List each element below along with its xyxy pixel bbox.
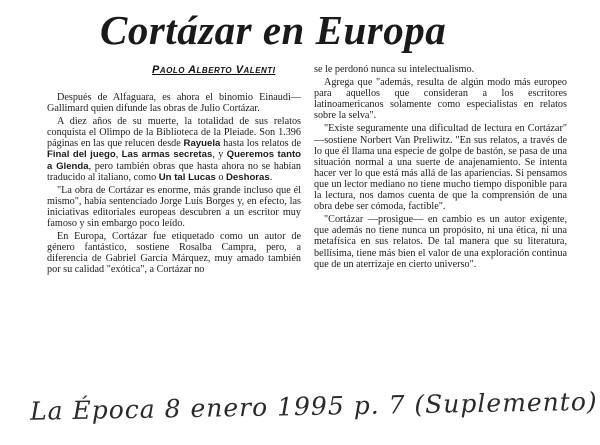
paragraph: Agrega que "además, resulta de algún modo más europeo para aquellos que consideran a los escritores latinoamericanos solamente como especialistas en relatos sobre la selva". bbox=[314, 77, 567, 122]
paragraph: "Existe seguramente una dificultad de lectura en Cortázar" —sostiene Norbert Van Preliwitz. "En sus relatos, a través de lo que él llama una especie de golpe de bastón, se pasa de una situación normal a una suerte de anajenamiento. Se intenta hacer ver lo que está más allá de las apariencias. Si pensamos que un lector mediano no tiene mucho tiempo disponible para la lectura, nos damos cuenta de que la comprensión de una obra debe ser cómoda, factible". bbox=[314, 123, 567, 213]
paragraph: En Europa, Cortázar fue etiquetado como un autor de género fantástico, sostiene Rosalba Campra, pero, a diferencia de Gabriel García Márquez, muy amado también por su calidad "exótica", a Cortázar no bbox=[47, 231, 301, 276]
paragraph-text: , bbox=[115, 149, 122, 161]
book-title: Deshoras bbox=[225, 171, 270, 183]
book-title: Queremos tanto a Glenda bbox=[47, 149, 301, 172]
paragraph-text: . bbox=[269, 171, 273, 183]
paragraph-text: o bbox=[215, 171, 226, 183]
paragraph-text: , pero también obras que hasta ahora no se habían traducido al italiano, como bbox=[47, 160, 302, 183]
paragraph-text: A diez años de su muerte, la totalidad de sus relatos conquista el Olimpo de la Biblioteca de la Pleiade. Son 1.396 páginas en las que relucen desde bbox=[47, 116, 301, 150]
paragraph: "Cortázar —prosigue— en cambio es un autor exigente, que además no tiene nunca un propósito, ni una ética, ni una metafísica en sus relatos. De tal manera que su literatura, bellísima, tiene más bien el valor de una exploración continua que de un aterrizaje en cierto universo". bbox=[314, 214, 567, 270]
article-byline: Paolo Alberto Valenti bbox=[152, 64, 276, 76]
paragraph-text: , y bbox=[212, 149, 227, 161]
article-title: Cortázar en Europa bbox=[100, 7, 447, 53]
paragraph-text: hasta los relatos de bbox=[220, 138, 302, 150]
handwritten-source-note: La Época 8 enero 1995 p. 7 (Suplemento) bbox=[29, 386, 598, 426]
article-column-left bbox=[47, 92, 301, 278]
book-title: Un tal Lucas bbox=[158, 171, 216, 183]
paragraph: se le perdonó nunca su intelectualismo. bbox=[314, 64, 475, 75]
paragraph: Después de Alfaguara, es ahora el binomio Einaudi—Gallimard quien difunde las obras de Julio Cortázar. bbox=[47, 92, 301, 115]
book-title: Final del juego bbox=[47, 149, 116, 161]
article-column-right bbox=[314, 64, 567, 272]
book-title: Las armas secretas bbox=[121, 149, 213, 161]
paragraph: "La obra de Cortázar es enorme, más grande incluso que él mismo", había sentenciado Jorge Luis Borges y, en efecto, las iniciativas editoriales europeas descubren a un escritor muy famoso y sin embargo poco leído. bbox=[47, 184, 301, 230]
paragraph bbox=[47, 116, 301, 183]
book-title: Rayuela bbox=[183, 138, 221, 150]
